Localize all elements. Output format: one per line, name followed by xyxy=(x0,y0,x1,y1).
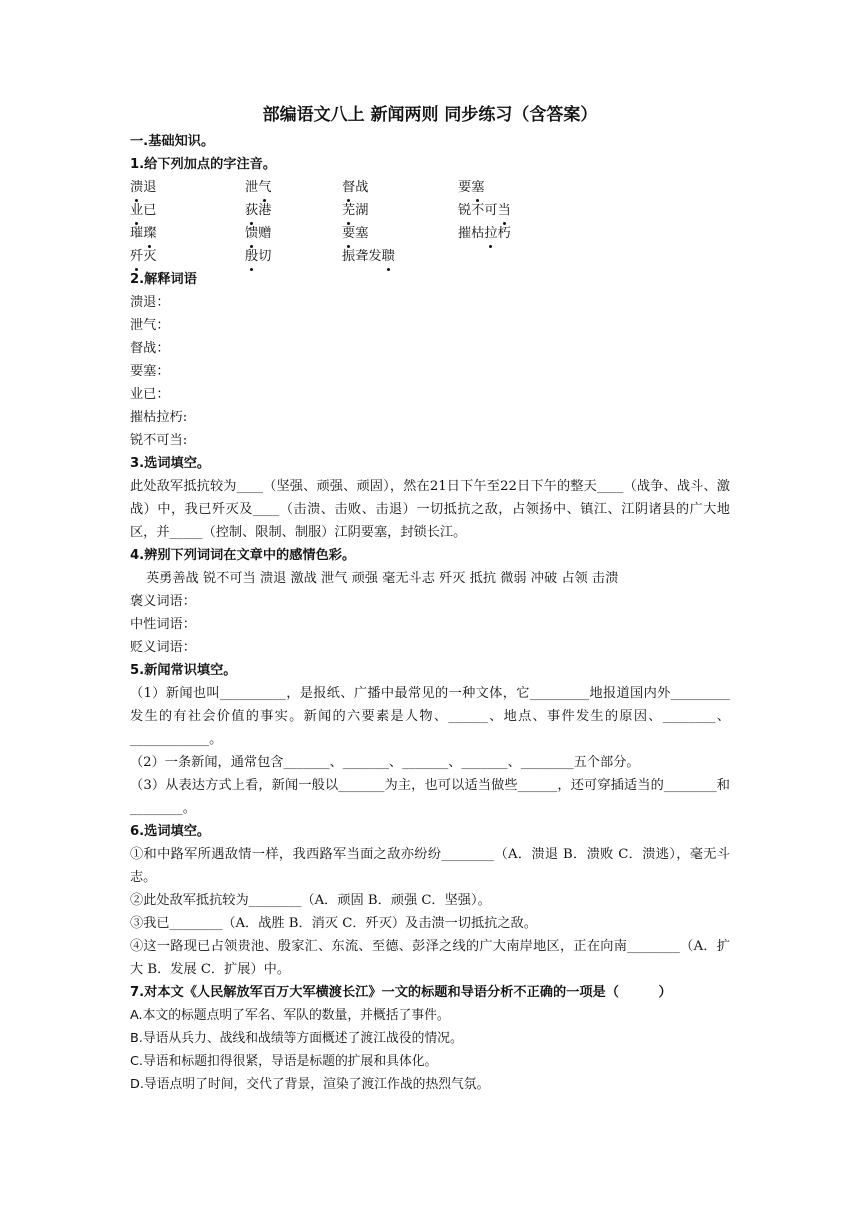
q4-heading: 4.辨别下列词词在文章中的感情色彩。 xyxy=(130,548,356,563)
q5-part-3: （3）从表达方式上看，新闻一般以_______为主，也可以适当做些______，还可穿插适当的________和________。 xyxy=(130,778,730,816)
q4-item: 褒义词语： xyxy=(130,594,196,609)
q2-heading: 2.解释词语 xyxy=(130,272,197,287)
q1-heading: 1.给下列加点的字注音。 xyxy=(130,157,277,172)
q1-word xyxy=(342,199,458,222)
dotted-character: 塞 xyxy=(471,176,484,199)
q2-list xyxy=(130,291,730,452)
q1-word xyxy=(342,222,458,245)
q2-item: 溃退： xyxy=(130,295,170,310)
dotted-character: 荻 xyxy=(245,199,258,222)
q4-word-list: 英勇善战 锐不可当 溃退 激战 泄气 顽强 毫无斗志 歼灭 抵抗 微弱 冲破 占领 击溃 xyxy=(146,571,619,586)
q5-part-2: （2）一条新闻，通常包含_______、_______、_______、_______、________五个部分。 xyxy=(130,755,640,770)
dotted-character: 璨 xyxy=(143,222,156,245)
q2-item: 督战： xyxy=(130,341,170,356)
page-title: 部编语文八上 新闻两则 同步练习（含答案） xyxy=(262,105,598,125)
q1-word xyxy=(130,245,245,268)
q1-word xyxy=(245,176,342,199)
q5-heading: 5.新闻常识填空。 xyxy=(130,663,237,678)
q1-word xyxy=(458,199,730,222)
word-part: 已 xyxy=(143,203,157,218)
q1-word xyxy=(245,222,342,245)
q6-part-4: ④这一路现已占领贵池、殷家汇、东流、至德、彭泽之线的广大南岸地区，正在向南________（A．扩大 B．发展 C．扩展）中。 xyxy=(130,939,730,977)
q1-row xyxy=(130,176,730,199)
q1-row xyxy=(130,199,730,222)
q4-item: 中性词语： xyxy=(130,617,196,632)
q4-item: 贬义词语： xyxy=(130,640,196,655)
dotted-character: 当 xyxy=(498,199,511,222)
q6-part-2: ②此处敌军抵抗较为________（A．顽固 B．顽强 C．坚强）。 xyxy=(130,893,491,908)
q1-word xyxy=(130,222,245,245)
dotted-character: 馈 xyxy=(245,222,258,245)
q1-word xyxy=(342,176,458,199)
word-part: 泄 xyxy=(245,180,259,195)
q7-option-a: A.本文的标题点明了军名、军队的数量，并概括了事件。 xyxy=(130,1008,450,1023)
q1-word xyxy=(458,222,730,245)
dotted-character: 督 xyxy=(342,176,355,199)
dotted-character: 气 xyxy=(258,176,271,199)
q3-heading: 3.选词填空。 xyxy=(130,456,211,471)
q1-word xyxy=(458,176,730,199)
q2-item: 泄气： xyxy=(130,318,170,333)
q7-heading: 7.对本文《人民解放军百万大军横渡长江》一文的标题和导语分析不正确的一项是（ ） xyxy=(130,985,672,1000)
word-part: 摧枯 xyxy=(458,226,485,241)
word-part: 切 xyxy=(258,249,272,264)
q1-row xyxy=(130,222,730,245)
word-part: 塞 xyxy=(355,226,369,241)
q1-word xyxy=(458,245,730,268)
word-part: 退 xyxy=(143,180,157,195)
word-part: 灭 xyxy=(143,249,157,264)
q1-word xyxy=(130,176,245,199)
word-part: 璀 xyxy=(130,226,144,241)
dotted-character: 溃 xyxy=(130,176,143,199)
word-part: 赠 xyxy=(258,226,272,241)
q1-word-grid xyxy=(130,176,730,268)
word-part: 锐不可 xyxy=(458,203,498,218)
q2-item: 锐不可当: xyxy=(130,433,188,448)
word-part: 战 xyxy=(355,180,369,195)
q1-word xyxy=(245,245,342,268)
q3-text: 此处敌军抵抗较为____（坚强、顽强、顽固），然在21日下午至22日下午的整天____（战争、战斗、激战）中，我已歼灭及____（击溃、击败、击退）一切抵抗之敌，占领扬中、镇江、江阴诸县的广大地区，并_____（控制、限制、制服）江阴要塞，封锁长江。 xyxy=(130,479,730,540)
q1-word xyxy=(342,245,458,268)
dotted-character: 殷 xyxy=(245,245,258,268)
q7-option-c: C.导语和标题扣得很紧，导语是标题的扩展和具体化。 xyxy=(130,1054,438,1069)
q1-word xyxy=(130,199,245,222)
word-part: 要 xyxy=(458,180,472,195)
q2-item: 要塞： xyxy=(130,364,170,379)
dotted-character: 拉 xyxy=(484,222,497,245)
q5-part-1: （1）新闻也叫__________，是报纸、广播中最常见的一种文体，它_________地报道国内外_________发生的有社会价值的事实。新闻的六要素是人物、______、地点、事件发生的原因、________、____________。 xyxy=(130,686,730,747)
q7-option-b: B.导语从兵力、战线和战绩等方面概述了渡江战役的情况。 xyxy=(130,1031,463,1046)
dotted-character: 要 xyxy=(342,222,355,245)
dotted-character: 歼 xyxy=(130,245,143,268)
dotted-character: 业 xyxy=(130,199,143,222)
section-heading: 一.基础知识。 xyxy=(130,134,215,149)
word-part: 港 xyxy=(258,203,272,218)
q6-heading: 6.选词填空。 xyxy=(130,824,211,839)
q2-item: 业已： xyxy=(130,387,170,402)
dotted-character: 芜 xyxy=(342,199,355,222)
q2-item: 摧枯拉朽: xyxy=(130,410,188,425)
word-part: 湖 xyxy=(355,203,369,218)
q1-word xyxy=(245,199,342,222)
q6-part-1: ①和中路军所遇敌情一样，我西路军当面之敌亦纷纷________（A．溃退 B．溃败 C．溃逃），毫无斗志。 xyxy=(130,847,730,885)
word-part: 朽 xyxy=(497,226,511,241)
q6-part-3: ③我已________（A．战胜 B．消灭 C．歼灭）及击溃一切抵抗之敌。 xyxy=(130,916,537,931)
q1-row xyxy=(130,245,730,268)
q7-option-d: D.导语点明了时间，交代了背景，渲染了渡江作战的热烈气氛。 xyxy=(130,1077,490,1092)
dotted-character: 聩 xyxy=(382,245,395,268)
word-part: 振聋发 xyxy=(342,249,382,264)
worksheet-page xyxy=(130,100,730,1096)
